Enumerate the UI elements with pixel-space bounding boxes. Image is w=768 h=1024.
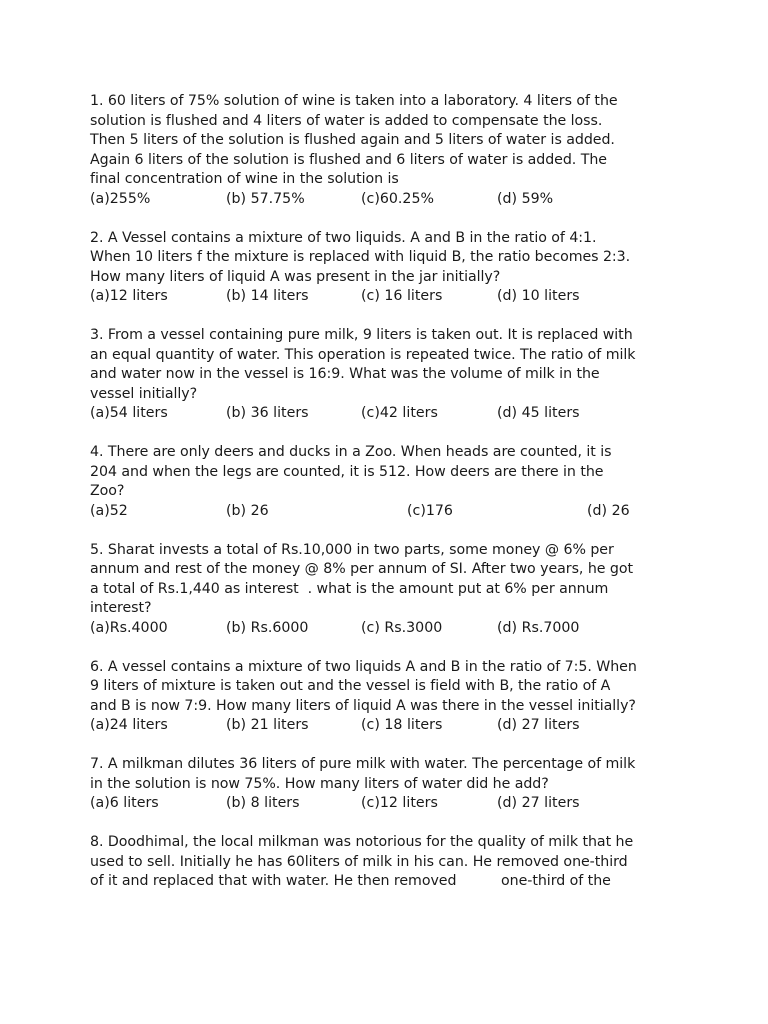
option-a: (a)52 (90, 502, 128, 519)
question-text-line: 5. Sharat invests a total of Rs.10,000 in two parts, some money @ 6% per (90, 541, 614, 558)
option-d: (d) 26 (587, 502, 630, 519)
question-text-line: of it and replaced that with water. He then removed one-third of the (90, 873, 611, 889)
question-text-line: solution is flushed and 4 liters of water is added to compensate the loss. (90, 112, 603, 129)
option-b: (b) 8 liters (226, 795, 300, 811)
question-5 (90, 541, 690, 639)
option-a: (a)6 liters (90, 795, 159, 811)
option-d: (d) 27 liters (497, 795, 580, 811)
question-8 (90, 833, 690, 892)
question-text-line: 7. A milkman dilutes 36 liters of pure milk with water. The percentage of milk (90, 756, 636, 772)
option-c: (c)42 liters (361, 405, 438, 421)
option-d: (d) 59% (497, 190, 554, 207)
option-c: (c) 18 liters (361, 717, 443, 733)
question-text-line: and B is now 7:9. How many liters of liquid A was there in the vessel initially? (90, 697, 636, 714)
question-text-line: Then 5 liters of the solution is flushed again and 5 liters of water is added. (90, 132, 615, 148)
question-text-line: in the solution is now 75%. How many liters of water did he add? (90, 775, 549, 792)
question-6 (90, 658, 690, 736)
option-c: (c)60.25% (361, 190, 434, 207)
question-text-line: vessel initially? (90, 385, 198, 402)
option-a: (a)255% (90, 190, 151, 207)
option-d: (d) 10 liters (497, 288, 580, 304)
option-b: (b) 14 liters (226, 288, 309, 304)
answer-options (90, 502, 690, 522)
option-a: (a)Rs.4000 (90, 619, 168, 636)
option-d: (d) Rs.7000 (497, 619, 580, 636)
question-text-line: 4. There are only deers and ducks in a Zoo. When heads are counted, it is (90, 444, 612, 460)
answer-options (90, 190, 690, 210)
question-4 (90, 443, 690, 521)
option-b: (b) 36 liters (226, 405, 309, 421)
question-text-line: used to sell. Initially he has 60liters of milk in his can. He removed one-third (90, 853, 628, 870)
question-text-line: annum and rest of the money @ 8% per annum of SI. After two years, he got (90, 561, 634, 577)
answer-options (90, 619, 690, 639)
question-2 (90, 229, 690, 307)
option-a: (a)54 liters (90, 405, 168, 421)
question-7 (90, 755, 690, 814)
option-c: (c) 16 liters (361, 288, 443, 304)
question-text-line: interest? (90, 600, 152, 616)
question-1 (90, 92, 690, 209)
question-text-line: Zoo? (90, 483, 125, 499)
question-text-line: a total of Rs.1,440 as interest . what is the amount put at 6% per annum (90, 580, 609, 597)
question-text-line: 6. A vessel contains a mixture of two liquids A and B in the ratio of 7:5. When (90, 658, 637, 675)
question-text-line: 8. Doodhimal, the local milkman was notorious for the quality of milk that he (90, 834, 634, 850)
question-text-line: 3. From a vessel containing pure milk, 9 liters is taken out. It is replaced with (90, 327, 633, 343)
question-text-line: 204 and when the legs are counted, it is 512. How deers are there in the (90, 463, 604, 480)
question-text-line: final concentration of wine in the solution is (90, 171, 399, 187)
answer-options (90, 794, 690, 814)
option-c: (c)12 liters (361, 795, 438, 811)
answer-options (90, 716, 690, 736)
option-c: (c) Rs.3000 (361, 619, 443, 636)
question-text-line: an equal quantity of water. This operation is repeated twice. The ratio of milk (90, 346, 636, 363)
document-page (90, 92, 690, 911)
option-a: (a)24 liters (90, 717, 168, 733)
option-d: (d) 27 liters (497, 717, 580, 733)
question-text-line: 2. A Vessel contains a mixture of two liquids. A and B in the ratio of 4:1. (90, 229, 597, 246)
option-a: (a)12 liters (90, 288, 168, 304)
answer-options (90, 404, 690, 424)
option-b: (b) Rs.6000 (226, 619, 309, 636)
question-3 (90, 326, 690, 424)
option-b: (b) 21 liters (226, 717, 309, 733)
question-text-line: When 10 liters f the mixture is replaced with liquid B, the ratio becomes 2:3. (90, 249, 631, 265)
option-b: (b) 57.75% (226, 190, 305, 207)
question-text-line: 9 liters of mixture is taken out and the vessel is field with B, the ratio of A (90, 678, 611, 694)
answer-options (90, 287, 690, 307)
question-text-line: 1. 60 liters of 75% solution of wine is taken into a laboratory. 4 liters of the (90, 93, 618, 109)
option-b: (b) 26 (226, 502, 269, 519)
question-text-line: How many liters of liquid A was present in the jar initially? (90, 268, 501, 285)
question-text-line: Again 6 liters of the solution is flushed and 6 liters of water is added. The (90, 151, 607, 168)
option-d: (d) 45 liters (497, 405, 580, 421)
option-c: (c)176 (407, 502, 453, 519)
question-text-line: and water now in the vessel is 16:9. What was the volume of milk in the (90, 366, 600, 382)
